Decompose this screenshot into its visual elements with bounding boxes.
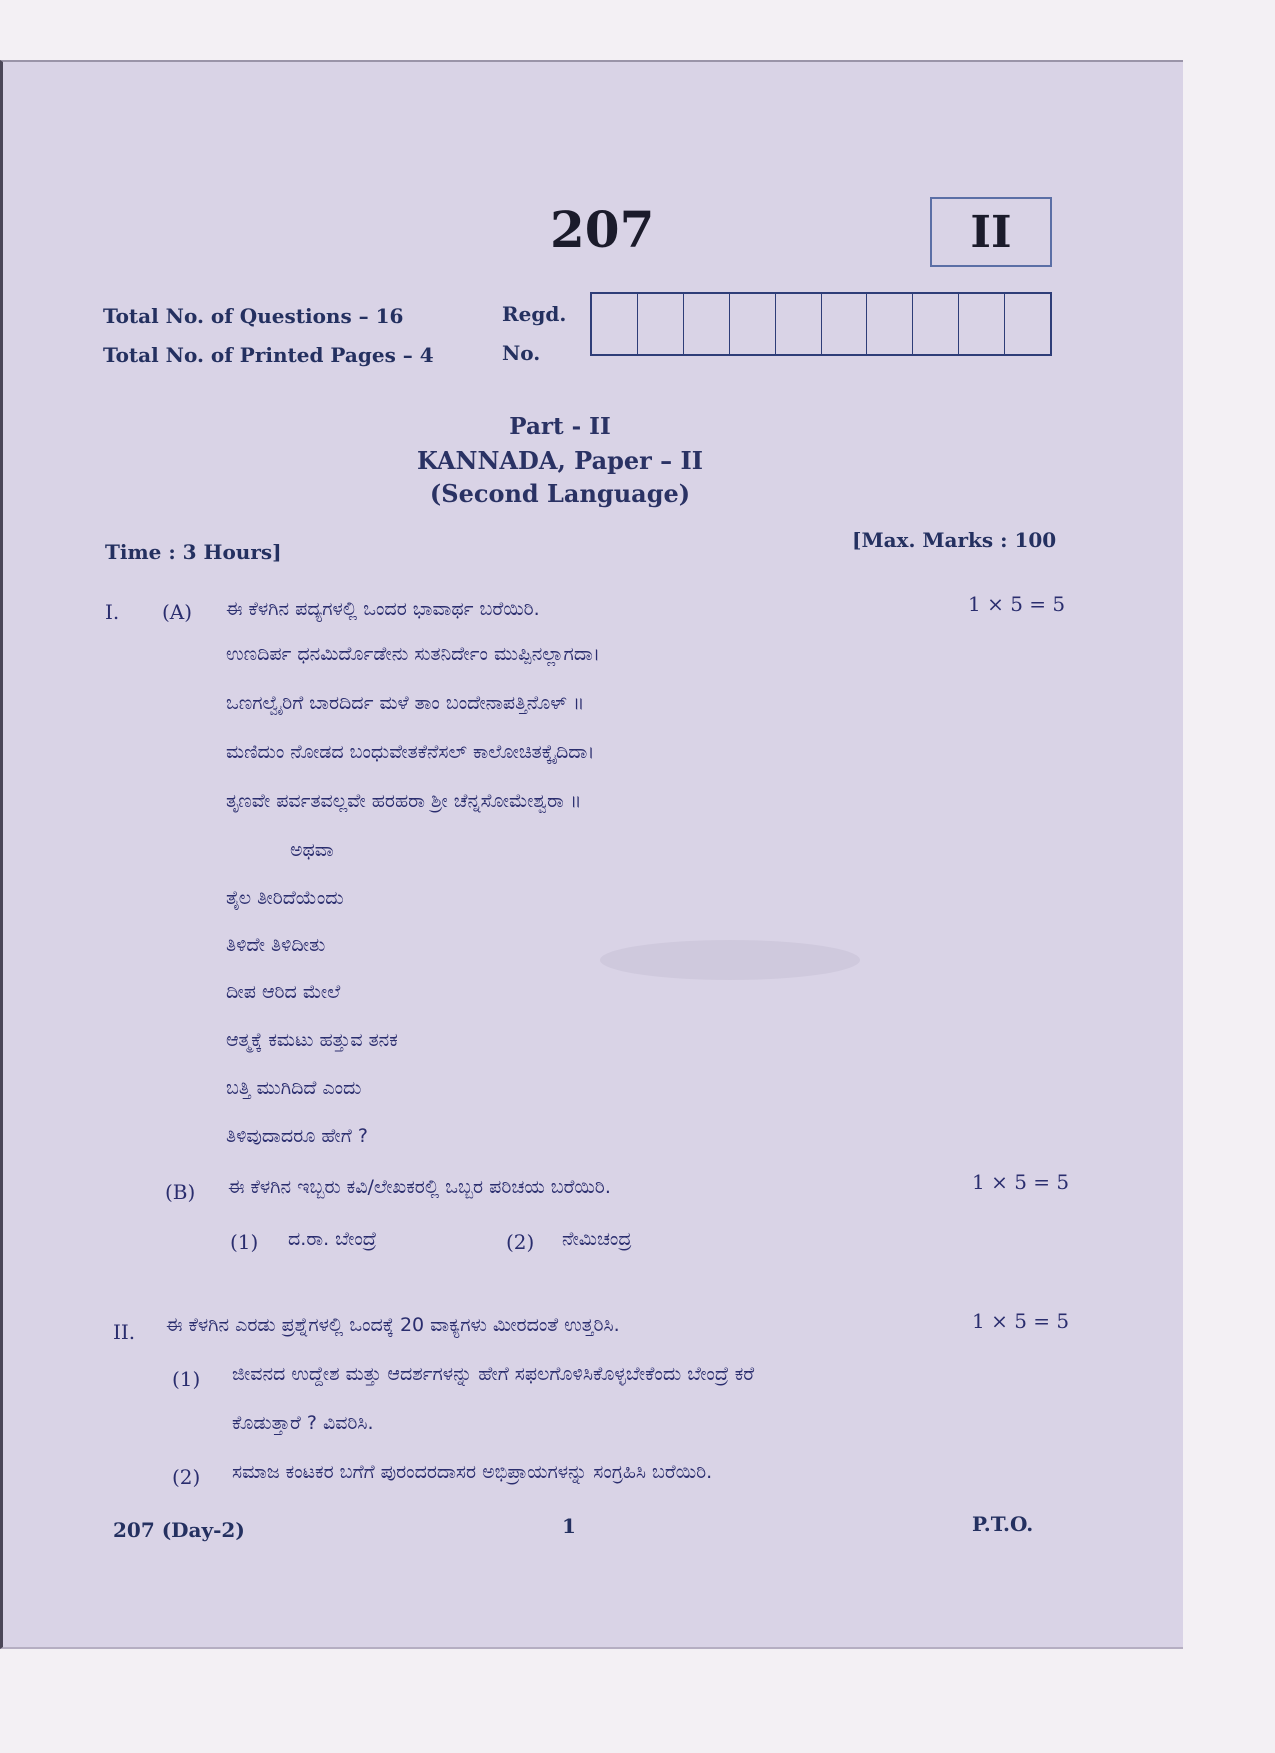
footer-page-number: 1 [562,1514,576,1538]
total-questions: Total No. of Questions – 16 [103,304,404,328]
q1b-option: ದ.ರಾ. ಬೇಂದ್ರೆ [288,1228,377,1250]
q1b-instruction: ಈ ಕೆಳಗಿನ ಇಬ್ಬರು ಕವಿ/ಲೇಖಕರಲ್ಲಿ ಒಬ್ಬರ ಪರಿಚಯ ಬರೆಯಿರಿ. [228,1176,611,1198]
total-pages: Total No. of Printed Pages – 4 [103,343,434,367]
regd-cell[interactable] [1005,294,1050,354]
regd-label: Regd. [502,302,567,326]
footer-paper-code: 207 (Day-2) [113,1518,245,1542]
regd-cell[interactable] [592,294,638,354]
q2-marks: 1 × 5 = 5 [972,1309,1070,1333]
poem2-line: ತಿಳಿದೇ ತಿಳಿದೀತು [226,934,326,956]
q2-number: II. [113,1320,136,1344]
poem2-line: ಬತ್ತಿ ಮುಗಿದಿದೆ ಎಂದು [226,1077,362,1099]
regd-cell[interactable] [913,294,959,354]
q1b-marks: 1 × 5 = 5 [972,1170,1070,1194]
paper-code: 207 [550,200,655,259]
q2-option-line: ಕೊಡುತ್ತಾರೆ ? ವಿವರಿಸಿ. [232,1412,374,1434]
q2-option-line: ಜೀವನದ ಉದ್ದೇಶ ಮತ್ತು ಆದರ್ಶಗಳನ್ನು ಹೇಗೆ ಸಫಲಗೊಳಿಸಿಕೊಳ್ಳಬೇಕೆಂದು ಬೇಂದ್ರೆ ಕರೆ [232,1363,755,1385]
regd-number-grid[interactable] [590,292,1052,356]
regd-cell[interactable] [684,294,730,354]
q2-option-line: ಸಮಾಜ ಕಂಟಕರ ಬಗೆಗೆ ಪುರಂದರದಾಸರ ಅಭಿಪ್ರಾಯಗಳನ್ನು ಸಂಗ್ರಹಿಸಿ ಬರೆಯಿರಿ. [232,1461,713,1483]
footer-pto: P.T.O. [972,1512,1034,1536]
exam-time: Time : 3 Hours] [105,540,282,564]
q1a-instruction: ಈ ಕೆಳಗಿನ ಪದ್ಯಗಳಲ್ಲಿ ಒಂದರ ಭಾವಾರ್ಥ ಬರೆಯಿರಿ. [226,598,540,620]
subject-title: KANNADA, Paper – II [417,446,703,475]
regd-cell[interactable] [730,294,776,354]
q1a-label: (A) [162,600,193,624]
poem2-line: ತೈಲ ತೀರಿದೆಯೆಂದು [226,887,344,909]
regd-cell[interactable] [959,294,1005,354]
q1b-option-number: (1) [230,1230,259,1254]
q2-instruction: ಈ ಕೆಳಗಿನ ಎರಡು ಪ್ರಶ್ನೆಗಳಲ್ಲಿ ಒಂದಕ್ಕೆ 20 ವಾಕ್ಯಗಳು ಮೀರದಂತೆ ಉತ್ತರಿಸಿ. [166,1314,620,1336]
poem2-line: ಆತ್ಮಕ್ಕೆ ಕಮಟು ಹತ್ತುವ ತನಕ [226,1029,398,1051]
poem1-line: ತೃಣವೇ ಪರ್ವತವಲ್ಲವೇ ಹರಹರಾ ಶ್ರೀ ಚೆನ್ನಸೋಮೇಶ್ವರಾ ॥ [226,790,582,812]
max-marks: [Max. Marks : 100 [852,528,1057,552]
q1b-option: ನೇಮಿಚಂದ್ರ [562,1228,632,1250]
regd-cell[interactable] [776,294,822,354]
regd-cell[interactable] [822,294,868,354]
poem1-line: ಉಣದಿರ್ಪ ಧನಮಿರ್ದೊಡೇನು ಸುತನಿರ್ದೇಂ ಮುಪ್ಪಿನಲ್ಲಾಗದಾ। [226,643,601,665]
q1-number: I. [105,600,120,624]
or-label: ಅಥವಾ [290,839,334,861]
poem1-line: ಮಣಿದುಂ ನೋಡದ ಬಂಧುವೇತಕೆನೆಸಲ್ ಕಾಲೋಚಿತಕ್ಕೈದಿದಾ। [226,741,595,763]
regd-cell[interactable] [638,294,684,354]
paper-number-box: II [930,197,1052,267]
q1b-option-number: (2) [506,1230,535,1254]
q1b-label: (B) [165,1180,196,1204]
poem2-line: ದೀಪ ಆರಿದ ಮೇಲೆ [226,981,341,1003]
part-title: Part - II [509,413,611,440]
regd-cell[interactable] [867,294,913,354]
q1a-marks: 1 × 5 = 5 [968,592,1066,616]
scan-smudge [600,940,860,980]
q2-option-number: (1) [172,1367,201,1391]
poem2-line: ತಿಳಿವುದಾದರೂ ಹೇಗೆ ? [226,1125,368,1147]
regd-no-label: No. [502,341,541,365]
poem1-line: ಒಣಗಲ್ವೈರಿಗೆ ಬಾರದಿರ್ದ ಮಳೆ ತಾಂ ಬಂದೇನಾಪತ್ತಿನೊಳ್ ॥ [226,692,585,714]
q2-option-number: (2) [172,1465,201,1489]
language-title: (Second Language) [429,479,691,508]
